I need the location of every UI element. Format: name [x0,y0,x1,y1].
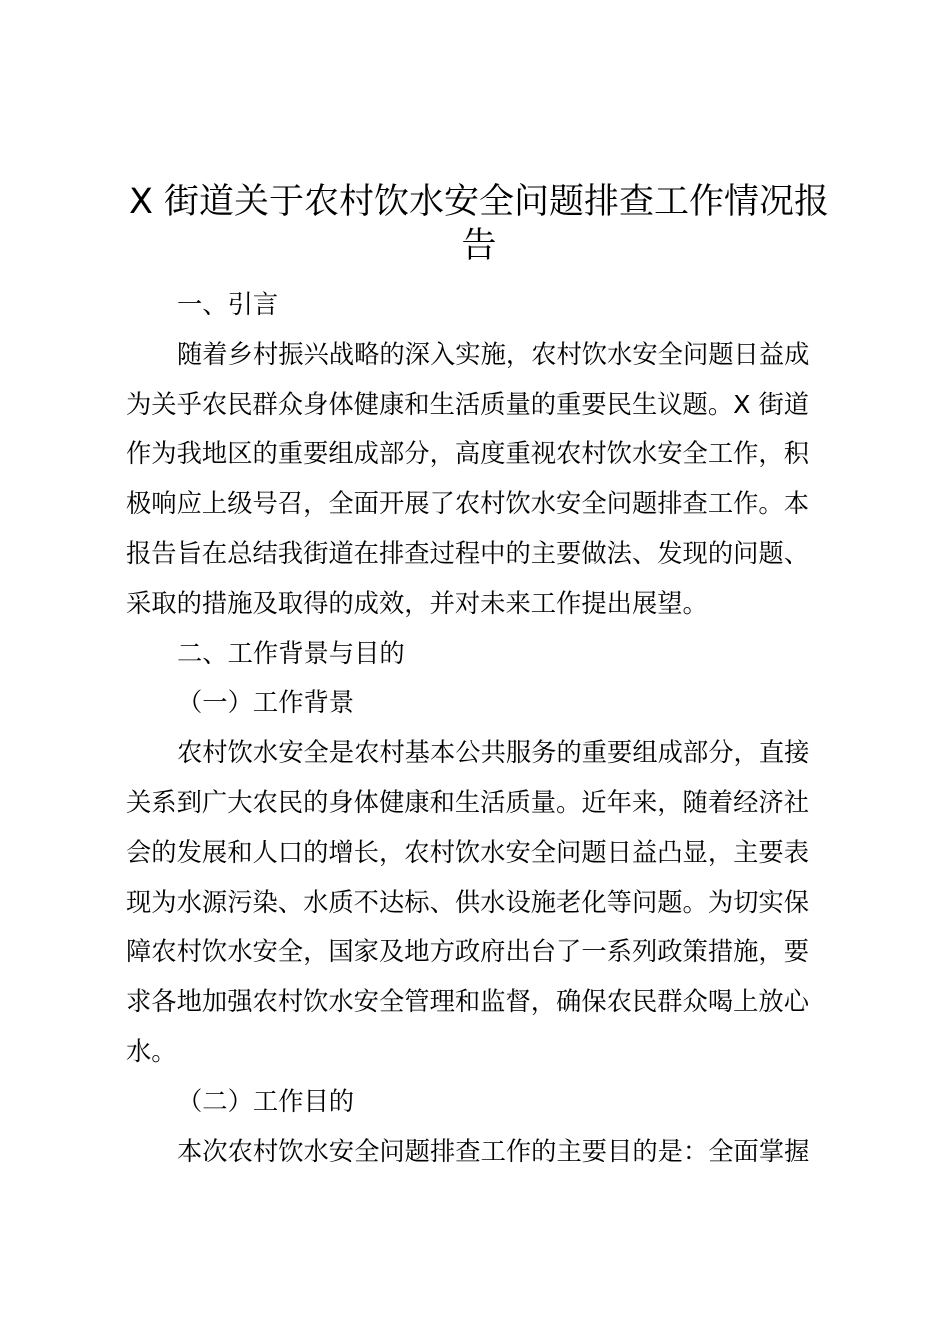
paragraph-line: 现为水源污染、水质不达标、供水设施老化等问题。为切实保 [126,887,810,917]
subsection-heading-background: （一）工作背景 [177,688,355,718]
paragraph-line: 求各地加强农村饮水安全管理和监督，确保农民群众喝上放心 [126,987,810,1017]
document-title [126,180,832,268]
title-line-1: X 街道关于农村饮水安全问题排查工作情况报 [128,182,830,222]
paragraph-line: 为关乎农民群众身体健康和生活质量的重要民生议题。X 街道 [126,389,810,419]
paragraph-line: 极响应上级号召，全面开展了农村饮水安全问题排查工作。本 [126,489,810,519]
document-page [126,180,832,1176]
section-heading-background-purpose: 二、工作背景与目的 [177,638,405,668]
paragraph-line: 报告旨在总结我街道在排查过程中的主要做法、发现的问题、 [126,538,810,568]
paragraph-line: 农村饮水安全是农村基本公共服务的重要组成部分，直接 [177,738,810,768]
paragraph-line: 障农村饮水安全，国家及地方政府出台了一系列政策措施，要 [126,937,810,967]
paragraph-line: 作为我地区的重要组成部分，高度重视农村饮水安全工作，积 [126,439,810,469]
paragraph-line: 会的发展和人口的增长，农村饮水安全问题日益凸显，主要表 [126,837,810,867]
title-line-2: 告 [461,226,497,266]
section-heading-introduction: 一、引言 [177,290,279,319]
document-body [126,280,832,1176]
paragraph-line: 本次农村饮水安全问题排查工作的主要目的是：全面掌握 [177,1136,810,1166]
paragraph-line: 水。 [126,1036,177,1066]
paragraph-line: 采取的措施及取得的成效，并对未来工作提出展望。 [126,588,708,618]
paragraph-line: 关系到广大农民的身体健康和生活质量。近年来，随着经济社 [126,787,810,817]
paragraph-line: 随着乡村振兴战略的深入实施，农村饮水安全问题日益成 [177,339,810,369]
subsection-heading-purpose: （二）工作目的 [177,1086,355,1116]
